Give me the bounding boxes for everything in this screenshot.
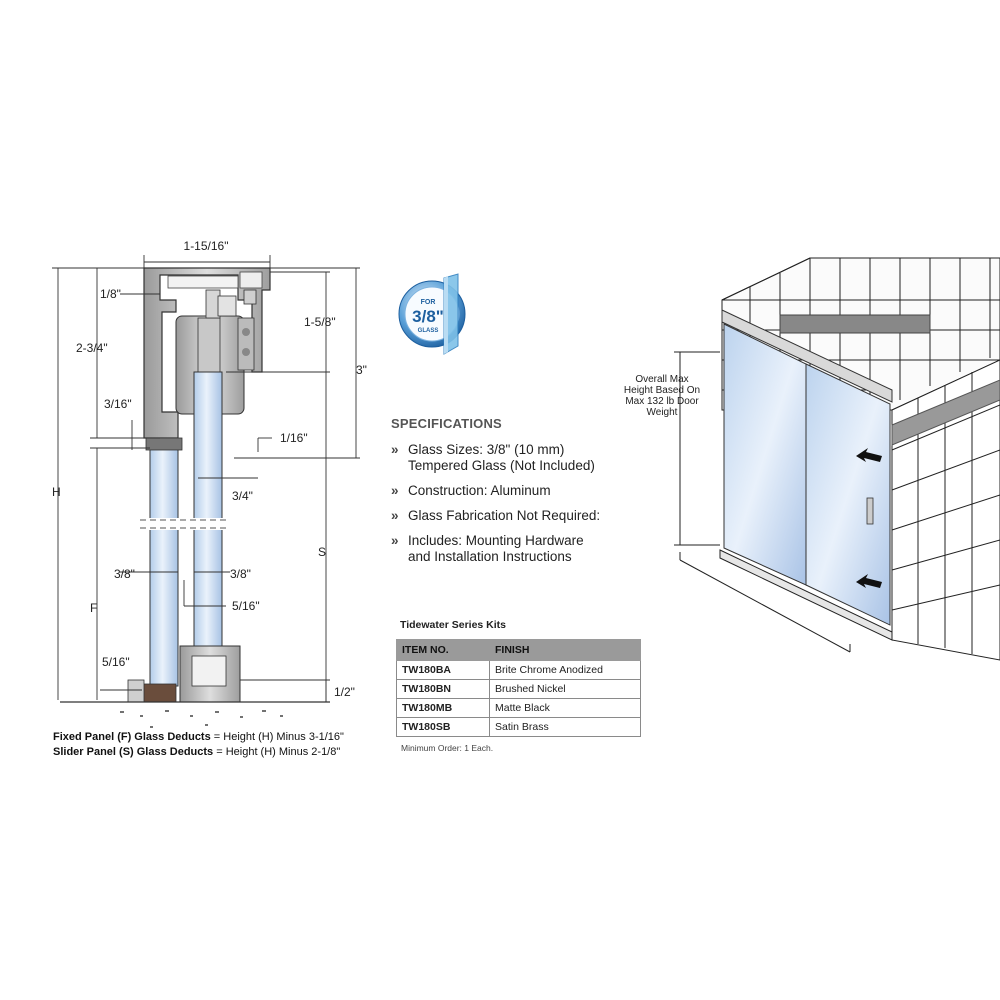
- table-row: [397, 661, 641, 680]
- kits-title: Tidewater Series Kits: [400, 619, 507, 631]
- overall-max-line2: Height Based On: [623, 385, 701, 396]
- spec-item-includes: [391, 533, 651, 565]
- specifications-title: SPECIFICATIONS: [391, 416, 502, 431]
- dim-two-three-quarter: 2-3/4": [76, 341, 108, 355]
- bullet-icon: »: [391, 533, 399, 548]
- shower-illustration: [620, 240, 1000, 680]
- fixed-panel-label: Fixed Panel (F) Glass Deducts: [53, 731, 211, 743]
- side-wall-tiles: [892, 360, 1000, 660]
- glass-badge: [396, 270, 486, 360]
- dim-five-sixteenth-mid: 5/16": [232, 599, 260, 613]
- item-no-cell: TW180BN: [397, 680, 490, 699]
- finish-cell: Matte Black: [490, 699, 641, 718]
- table-row: [397, 680, 641, 699]
- dim-five-sixteenth-bottom: 5/16": [102, 655, 130, 669]
- door-handle: [867, 498, 873, 524]
- dim-top-width: 1-15/16": [183, 239, 229, 253]
- minimum-order-note: Minimum Order: 1 Each.: [401, 743, 494, 753]
- fixed-glass-panel: [146, 438, 182, 686]
- finish-cell: Brushed Nickel: [490, 680, 641, 699]
- spec-line: Tempered Glass (Not Included): [408, 458, 595, 473]
- dim-eighth: 1/8": [100, 287, 121, 301]
- bottom-guide: [60, 646, 330, 727]
- item-no-cell: TW180MB: [397, 699, 490, 718]
- spec-item-fabrication: [391, 508, 651, 524]
- header-item-no: ITEM NO.: [397, 640, 490, 661]
- table-row: [397, 718, 641, 737]
- slider-panel-label: Slider Panel (S) Glass Deducts: [53, 746, 214, 758]
- badge-line2: 3/8": [412, 307, 444, 326]
- finish-cell: Satin Brass: [490, 718, 641, 737]
- header-finish: FINISH: [490, 640, 641, 661]
- kits-table: [396, 639, 641, 737]
- item-no-cell: TW180BA: [397, 661, 490, 680]
- specifications-list: [391, 442, 651, 574]
- dim-one-sixteenth: 1/16": [280, 431, 308, 445]
- item-no-cell: TW180SB: [397, 718, 490, 737]
- dim-half: 1/2": [334, 685, 355, 699]
- overall-max-line4: Weight: [646, 407, 678, 418]
- fixed-door: [724, 324, 806, 585]
- dim-one-five-eighth: 1-5/8": [304, 315, 336, 329]
- spec-line: Construction: Aluminum: [408, 483, 551, 498]
- slider-panel-deduct: [53, 746, 340, 758]
- dim-three-eighth-right: 3/8": [230, 567, 251, 581]
- badge-line3: GLASS: [417, 328, 439, 334]
- table-header-row: [397, 640, 641, 661]
- dim-three-quarter: 3/4": [232, 489, 253, 503]
- fixed-panel-value: = Height (H) Minus 3-1/16": [210, 731, 344, 743]
- dim-s: S: [318, 545, 327, 559]
- bullet-icon: »: [391, 483, 399, 498]
- bullet-icon: »: [391, 442, 399, 457]
- table-row: [397, 699, 641, 718]
- overall-max-line3: Max 132 lb Door: [625, 396, 699, 407]
- bullet-icon: »: [391, 508, 399, 523]
- dim-three: 3": [356, 363, 367, 377]
- spec-line: and Installation Instructions: [408, 549, 572, 564]
- spec-line: Includes: Mounting Hardware: [408, 533, 584, 548]
- dim-h: H: [52, 485, 61, 499]
- fixed-panel-deduct: [53, 731, 344, 743]
- spec-line: Glass Sizes: 3/8" (10 mm): [408, 442, 565, 457]
- dim-three-eighth-left: 3/8": [114, 567, 135, 581]
- spec-item-glass-sizes: [391, 442, 651, 474]
- finish-cell: Brite Chrome Anodized: [490, 661, 641, 680]
- slider-panel-value: = Height (H) Minus 2-1/8": [213, 746, 341, 758]
- badge-line1: FOR: [420, 299, 436, 306]
- overall-max-line1: Overall Max: [635, 374, 689, 385]
- cross-section-diagram: [0, 0, 380, 780]
- dim-f: F: [90, 601, 98, 615]
- spec-line: Glass Fabrication Not Required:: [408, 508, 601, 523]
- break-marks: [140, 518, 230, 530]
- spec-item-construction: [391, 483, 651, 499]
- dim-three-sixteenth: 3/16": [104, 397, 132, 411]
